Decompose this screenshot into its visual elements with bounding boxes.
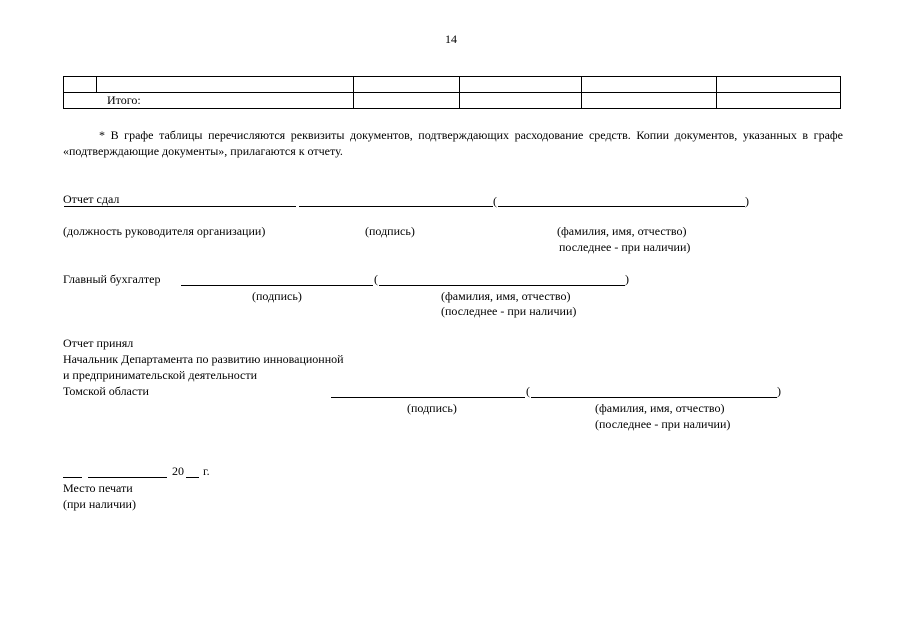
stamp-label: Место печати (63, 481, 133, 495)
signature-caption: (подпись) (252, 289, 302, 303)
accountant-label: Главный бухгалтер (63, 272, 161, 286)
table-cell (97, 77, 354, 93)
accepted-title: Отчет принял (63, 336, 134, 350)
name-caption: (фамилия, имя, отчество) (595, 401, 725, 415)
date-month-line (88, 477, 167, 478)
accepted-position-line2: и предпринимательской деятельности (63, 368, 258, 382)
open-paren: ( (374, 272, 378, 286)
patronymic-caption: (последнее - при наличии) (441, 304, 577, 318)
name-caption: (фамилия, имя, отчество) (557, 224, 687, 238)
close-paren: ) (777, 384, 781, 398)
accepted-position-line1: Начальник Департамента по развитию инновационной (63, 352, 344, 366)
close-paren: ) (745, 194, 749, 208)
submitted-title: Отчет сдал (63, 192, 120, 206)
open-paren: ( (526, 384, 530, 398)
open-paren: ( (493, 194, 497, 208)
table-row (64, 77, 841, 93)
table-cell (582, 77, 717, 93)
table-cell (717, 93, 841, 109)
stamp-note: (при наличии) (63, 497, 136, 511)
date-day-line (63, 477, 82, 478)
date-year-suffix: г. (203, 464, 210, 478)
signature-line (299, 206, 493, 207)
patronymic-caption: (последнее - при наличии) (595, 417, 731, 431)
accepted-position-line3: Томской области (63, 384, 149, 398)
patronymic-caption: последнее - при наличии) (559, 240, 691, 254)
table-cell (354, 93, 460, 109)
report-table (63, 76, 841, 109)
date-year-line (186, 477, 199, 478)
date-year-prefix: 20 (172, 464, 184, 478)
table-cell (460, 77, 582, 93)
table-cell (64, 77, 97, 93)
name-line (379, 285, 625, 286)
name-caption: (фамилия, имя, отчество) (441, 289, 571, 303)
table-cell (717, 77, 841, 93)
position-caption: (должность руководителя организации) (63, 224, 266, 238)
signature-caption: (подпись) (365, 224, 415, 238)
table-cell (460, 93, 582, 109)
table-cell (582, 93, 717, 109)
signature-line (181, 285, 373, 286)
table-total-row (64, 93, 841, 109)
name-line (498, 206, 745, 207)
position-line (64, 206, 296, 207)
table-cell (354, 77, 460, 93)
close-paren: ) (625, 272, 629, 286)
signature-caption: (подпись) (407, 401, 457, 415)
signature-line (331, 397, 525, 398)
table-total-label: Итого: (64, 93, 354, 109)
footnote: * В графе таблицы перечисляются реквизиты документов, подтверждающих расходование средств. Копии документов, указанных в графе «подтверждающие документы», прилагаются к отчету. (63, 128, 843, 159)
name-line (531, 397, 777, 398)
page-number: 14 (445, 32, 457, 46)
